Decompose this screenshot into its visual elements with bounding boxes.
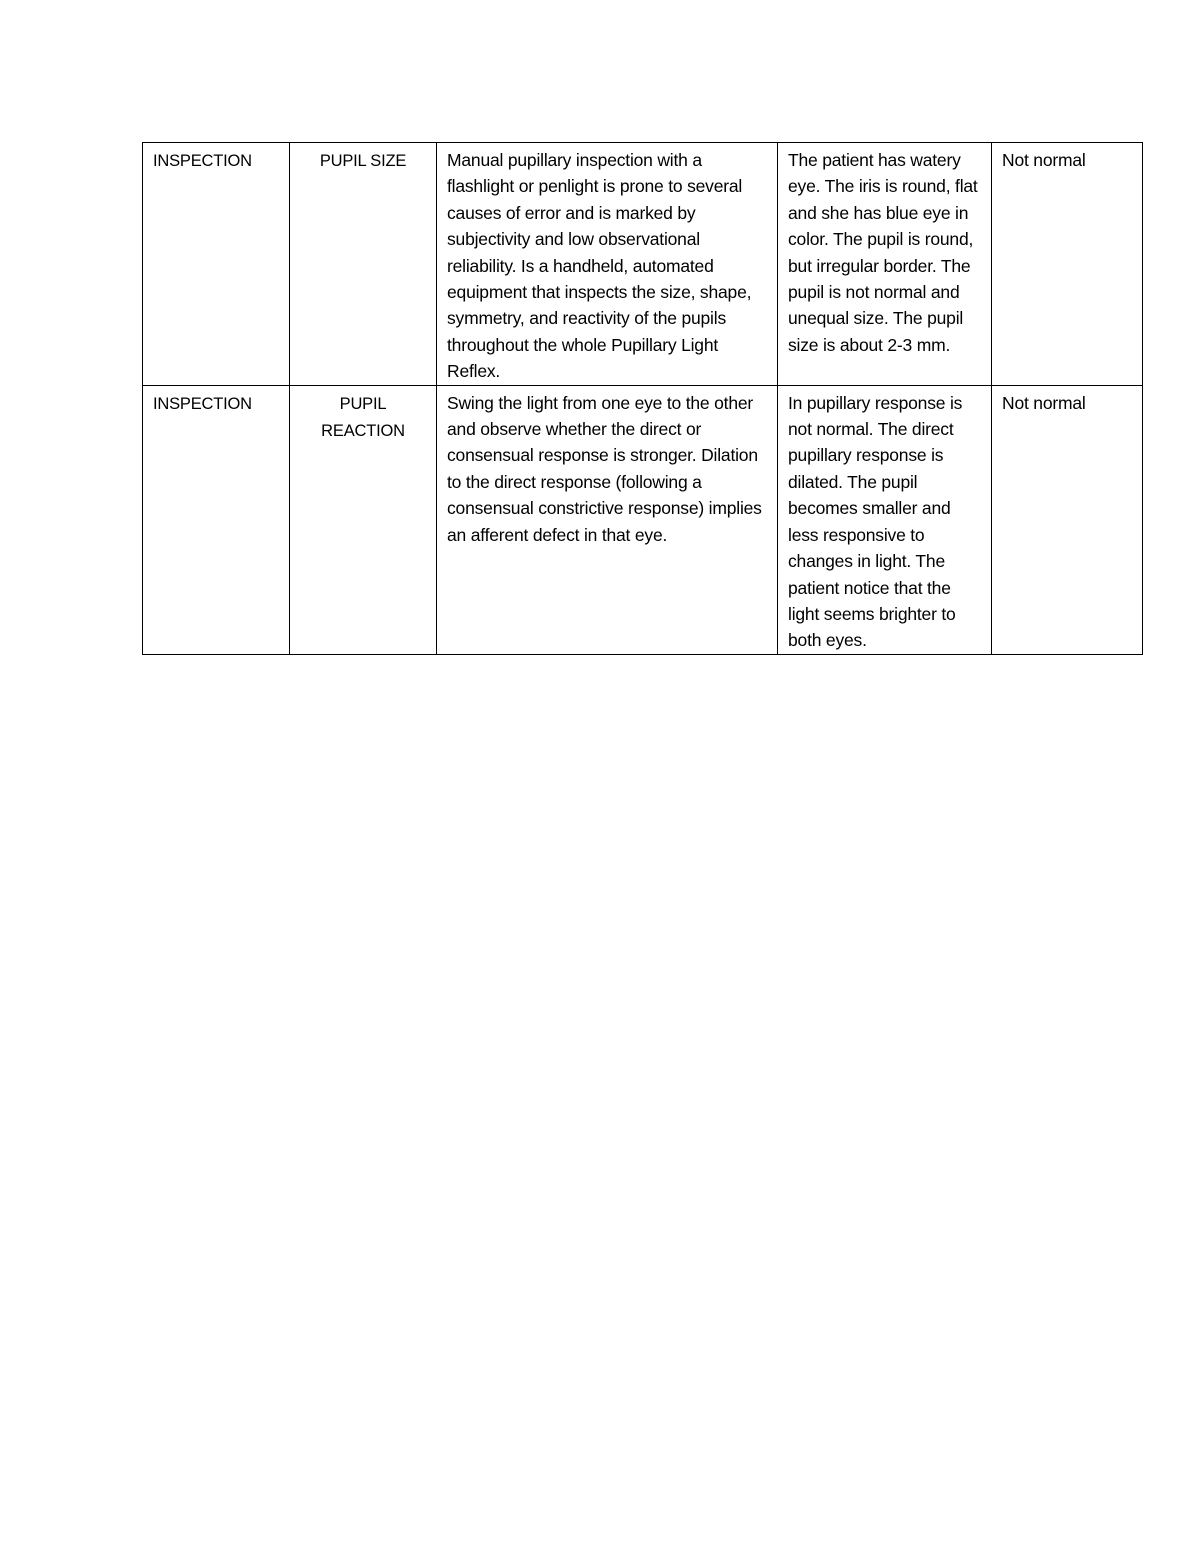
table-row — [143, 385, 1143, 654]
area-text: PUPIL SIZE — [319, 152, 407, 170]
method-text: INSPECTION — [153, 152, 252, 170]
area-cell — [290, 385, 437, 654]
findings-cell: The patient has watery eye. The iris is round, flat and she has blue eye in color. The pupil is round, but irregular border. The pupil is not normal and unequal size. The pupil size is about 2-3 mm. — [778, 143, 992, 386]
method-text: INSPECTION — [153, 394, 252, 413]
result-cell: Not normal — [992, 385, 1143, 654]
area-cell — [290, 143, 437, 386]
method-cell — [143, 385, 290, 654]
result-cell: Not normal — [992, 143, 1143, 386]
assessment-table — [142, 142, 1143, 655]
method-cell — [143, 143, 290, 386]
description-cell: Swing the light from one eye to the other and observe whether the direct or consensual response is stronger. Dilation to the direct response (following a consensual constrictive response) implies an afferent defect in that eye. — [437, 385, 778, 654]
table-row — [143, 143, 1143, 386]
area-text: PUPIL REACTION — [321, 394, 405, 441]
description-cell: Manual pupillary inspection with a flashlight or penlight is prone to several causes of error and is marked by subjectivity and low observational reliability. Is a handheld, automated equipment that inspects the size, shape, symmetry, and reactivity of the pupils throughout the whole Pupillary Light Reflex. — [437, 143, 778, 386]
findings-cell: In pupillary response is not normal. The direct pupillary response is dilated. The pupil becomes smaller and less responsive to changes in light. The patient notice that the light seems brighter to both eyes. — [778, 385, 992, 654]
